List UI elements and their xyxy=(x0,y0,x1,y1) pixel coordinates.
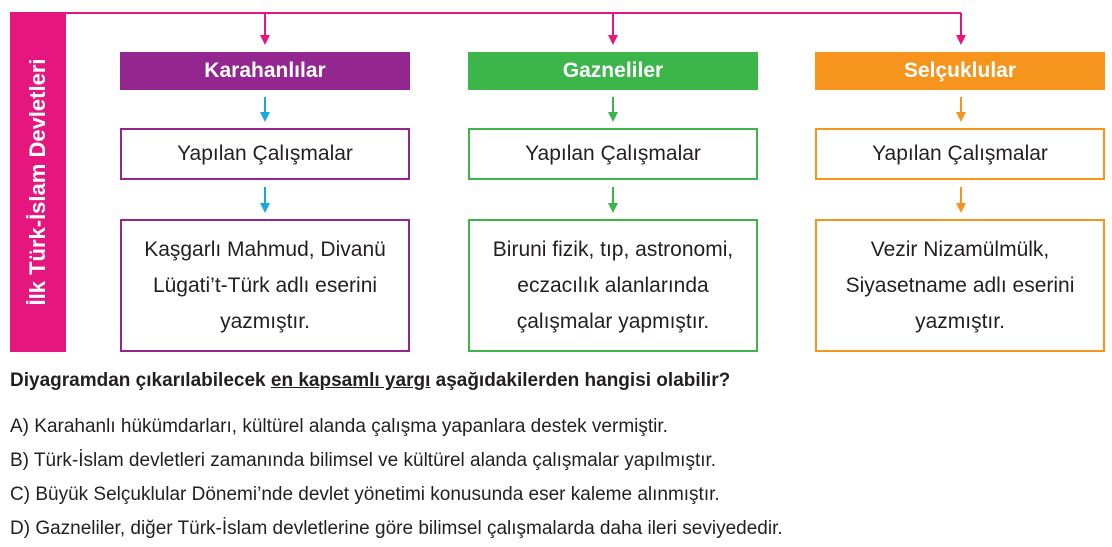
option-d[interactable]: D) Gazneliler, diğer Türk-İslam devletlerine göre bilimsel çalışmalarda daha ileri seviyededir. xyxy=(10,518,783,539)
header-karahanlilar: Karahanlılar xyxy=(120,52,410,90)
option-c[interactable]: C) Büyük Selçuklular Dönemi’nde devlet yönetimi konusunda eser kaleme alınmıştır. xyxy=(10,484,720,505)
answer-options xyxy=(10,410,783,546)
detail-karahanlilar: Kaşgarlı Mahmud, Divanü Lügati’t-Türk adlı eserini yazmıştır. xyxy=(120,219,410,352)
question-after: aşağıdakilerden hangisi olabilir? xyxy=(430,370,731,391)
step-karahanlilar: Yapılan Çalışmalar xyxy=(120,128,410,180)
option-b[interactable]: B) Türk-İslam devletleri zamanında bilimsel ve kültürel alanda çalışmalar yapılmıştır. xyxy=(10,450,717,471)
detail-selcuklular: Vezir Nizamülmülk, Siyasetname adlı eserini yazmıştır. xyxy=(815,219,1105,352)
step-selcuklular: Yapılan Çalışmalar xyxy=(815,128,1105,180)
question-emphasis: en kapsamlı yargı xyxy=(270,370,431,391)
option-a[interactable]: A) Karahanlı hükümdarları, kültürel alanda çalışma yapanlara destek vermiştir. xyxy=(10,416,668,437)
step-gazneliler: Yapılan Çalışmalar xyxy=(468,128,758,180)
detail-gazneliler: Biruni fizik, tıp, astronomi, eczacılık alanlarında çalışmalar yapmıştır. xyxy=(468,219,758,352)
header-gazneliler: Gazneliler xyxy=(468,52,758,90)
question-text xyxy=(10,370,730,392)
header-selcuklular: Selçuklular xyxy=(815,52,1105,90)
question-before: Diyagramdan çıkarılabilecek xyxy=(10,370,271,391)
side-banner-label: İlk Türk-İslam Devletleri xyxy=(25,58,50,306)
